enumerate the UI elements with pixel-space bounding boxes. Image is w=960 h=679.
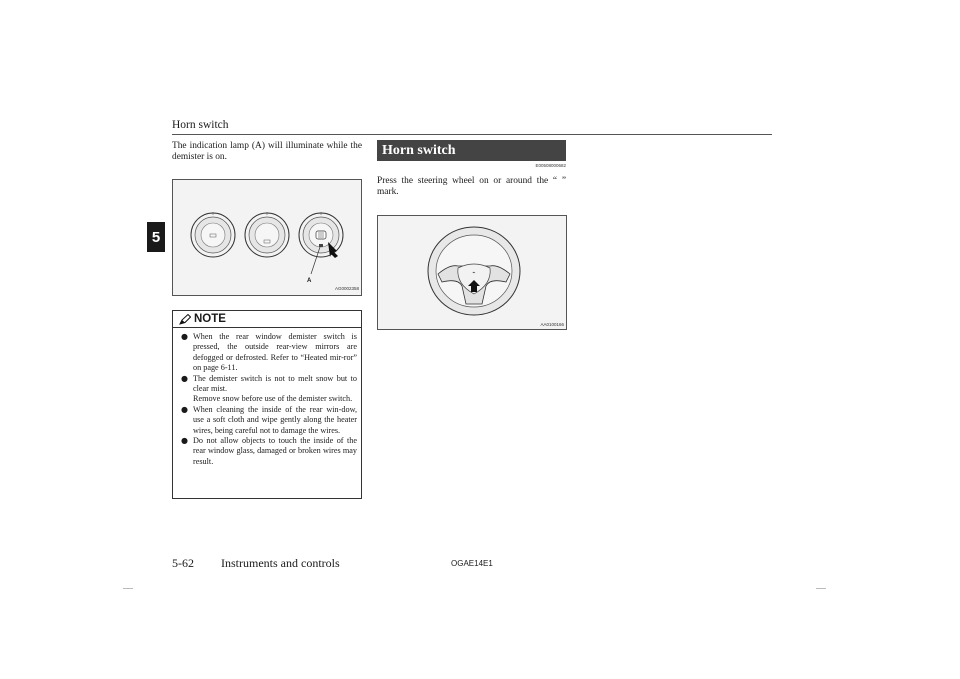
- figure1-code: AG0002358: [334, 286, 359, 291]
- crop-mark: [816, 588, 826, 589]
- demister-switch-illustration: [173, 180, 361, 295]
- running-header-title: Horn switch: [172, 119, 229, 131]
- control-knob-left: [191, 212, 235, 257]
- figure2-code: AA0100166: [540, 322, 564, 327]
- callout-a-label: A: [307, 278, 312, 284]
- note-item-text: The demister switch is not to melt snow but to clear mist. Remove snow before use of the demister switch.: [193, 373, 357, 404]
- header-rule: [172, 134, 772, 135]
- steering-wheel-figure: [377, 215, 567, 330]
- bullet-icon: ●: [181, 373, 188, 383]
- demister-switch-figure: [172, 179, 362, 296]
- demister-switch-knob: [299, 212, 343, 257]
- section-title-bar: Horn switch: [377, 140, 566, 161]
- bullet-icon: ●: [181, 404, 188, 414]
- chapter-tab[interactable]: 5: [147, 222, 165, 252]
- note-item: [181, 374, 357, 405]
- bullet-icon: ●: [181, 436, 188, 446]
- note-item: [181, 405, 357, 436]
- intro-paragraph: The indication lamp (A) will illuminate while the demister is on.: [172, 141, 362, 162]
- note-item-text: When cleaning the inside of the rear win-dow, use a soft cloth and wipe gently along the heater wires, being careful not to damage the wires.: [193, 404, 357, 435]
- crop-mark: [123, 588, 133, 589]
- note-item: [181, 436, 357, 467]
- pencil-icon: [179, 314, 191, 325]
- doc-code: OGAE14E1: [451, 559, 493, 568]
- section-code: E00508000682: [535, 163, 566, 168]
- note-item-text: Do not allow objects to touch the inside of the rear window glass, damaged or broken wires may result.: [193, 436, 357, 466]
- control-knob-middle: [245, 212, 289, 257]
- bullet-icon: ●: [181, 332, 188, 341]
- page-number: 5-62: [172, 556, 194, 570]
- steering-wheel-illustration: [378, 216, 566, 329]
- note-list: [173, 332, 361, 467]
- note-item-text: When the rear window demister switch is pressed, the outside rear-view mirrors are defogged or defrosted. Refer to “Heated mir-ror” on page 6-11.: [193, 332, 357, 373]
- note-label: NOTE: [194, 313, 226, 325]
- horn-mark-icon: ⌁: [472, 270, 476, 276]
- note-header: [173, 311, 361, 328]
- footer-section: Instruments and controls: [221, 556, 340, 570]
- note-item: [181, 332, 357, 374]
- note-box: [172, 310, 362, 499]
- horn-instruction-paragraph: Press the steering wheel on or around the “ ” mark.: [377, 176, 566, 197]
